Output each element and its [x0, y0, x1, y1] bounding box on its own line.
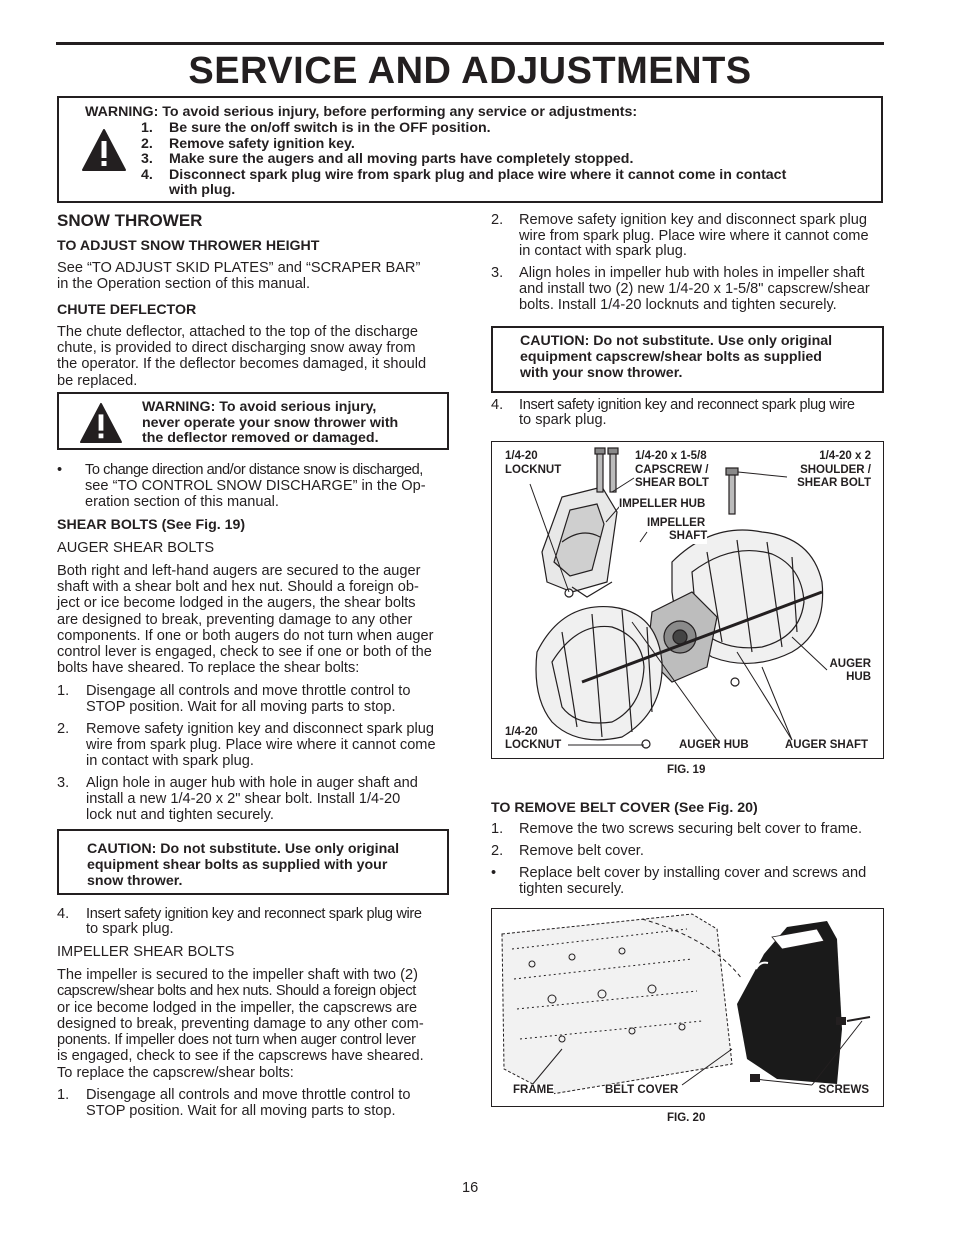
top-warning-num-2: 2.	[141, 136, 153, 152]
auger-step-2-num: 2.	[57, 721, 70, 737]
auger-step-2-line-2: wire from spark plug. Place wire where it cannot come	[86, 737, 436, 753]
fig19-label-impeller-shaft-2: SHAFT	[669, 530, 708, 542]
auger-caution-line-1: CAUTION: Do not substitute. Use only original	[87, 841, 400, 857]
chute-line-1: The chute deflector, attached to the top of the discharge	[57, 324, 419, 340]
fig20-caption: FIG. 20	[667, 1112, 706, 1124]
belt-step-2-num: 2.	[491, 843, 504, 859]
auger-caution-line-2: equipment shear bolts as supplied with your	[87, 857, 388, 873]
warning-triangle-icon	[81, 128, 127, 172]
belt-step-1-num: 1.	[491, 821, 504, 837]
chute-warning-box	[57, 392, 449, 450]
top-warning-text-2: Remove safety ignition key.	[169, 136, 355, 152]
impeller-step-4-num: 4.	[491, 397, 504, 413]
fig19-label-locknut-top-1: 1/4-20	[505, 450, 538, 462]
fig19-label-shoulder-2: SHOULDER /	[800, 464, 871, 476]
impeller-para-line-3: or ice become lodged in the impeller, the capscrews are	[57, 1000, 418, 1016]
auger-step-4-line-1: Insert safety ignition key and reconnect spark plug wire	[86, 906, 422, 922]
top-warning-num-1: 1.	[141, 120, 153, 136]
chute-warning-line-2: never operate your snow thrower with	[142, 415, 399, 431]
top-warning-box	[57, 96, 883, 203]
impeller-caution-line-1: CAUTION: Do not substitute. Use only original	[520, 333, 833, 349]
fig19-label-shoulder-1: 1/4-20 x 2	[819, 450, 871, 462]
auger-para-line-4: are designed to break, preventing damage to any other	[57, 612, 413, 628]
auger-para-line-5: components. If one or both augers do not turn when auger	[57, 628, 434, 644]
fig19-label-capscrew-1: 1/4-20 x 1-5/8	[635, 450, 707, 462]
fig19-label-locknut-bottom-2: LOCKNUT	[505, 739, 562, 751]
impeller-step-2-line-1: Remove safety ignition key and disconnect spark plug	[519, 212, 868, 228]
impeller-shear-subheading: IMPELLER SHEAR BOLTS	[57, 944, 235, 960]
bullet-line-1: To change direction and/or distance snow is discharged,	[85, 462, 423, 478]
bullet-line-2: see “TO CONTROL SNOW DISCHARGE” in the Op-	[85, 478, 426, 494]
impeller-caution-line-3: with your snow thrower.	[520, 365, 683, 381]
fig20-label-belt-cover: BELT COVER	[605, 1084, 679, 1096]
adjust-height-line-1: See “TO ADJUST SKID PLATES” and “SCRAPER BAR”	[57, 260, 421, 276]
auger-step-2-line-3: in contact with spark plug.	[86, 753, 254, 769]
bullet-symbol: •	[57, 462, 63, 478]
auger-step-1-line-1: Disengage all controls and move throttle control to	[86, 683, 411, 699]
top-warning-text-1: Be sure the on/off switch is in the OFF position.	[169, 120, 491, 136]
auger-step-1-num: 1.	[57, 683, 70, 699]
heading-adjust-height: TO ADJUST SNOW THROWER HEIGHT	[57, 238, 320, 254]
top-warning-text-4b: with plug.	[169, 182, 236, 198]
impeller-step-3-line-2: and install two (2) new 1/4-20 x 1-5/8" capscrew/shear	[519, 281, 870, 297]
heading-chute-deflector: CHUTE DEFLECTOR	[57, 302, 197, 318]
top-warning-text-4: Disconnect spark plug wire from spark plug and place wire where it cannot come in contact	[169, 167, 787, 183]
auger-step-4-num: 4.	[57, 906, 70, 922]
impeller-step-1-line-1: Disengage all controls and move throttle control to	[86, 1087, 411, 1103]
impeller-step-3-num: 3.	[491, 265, 504, 281]
auger-step-3-line-3: lock nut and tighten securely.	[86, 807, 274, 823]
fig19-label-auger-shaft: AUGER SHAFT	[785, 739, 869, 751]
chute-line-4: be replaced.	[57, 373, 138, 389]
fig19-label-capscrew-2: CAPSCREW /	[635, 464, 709, 476]
belt-bullet-line-1: Replace belt cover by installing cover and screws and	[519, 865, 867, 881]
figure-19	[491, 441, 884, 759]
impeller-step-1-num: 1.	[57, 1087, 70, 1103]
top-warning-num-3: 3.	[141, 151, 153, 167]
top-warning-lead: WARNING: To avoid serious injury, before performing any service or adjustments:	[85, 104, 638, 120]
heading-remove-belt-cover: TO REMOVE BELT COVER (See Fig. 20)	[491, 800, 758, 816]
fig19-label-capscrew-3: SHEAR BOLT	[635, 477, 709, 489]
impeller-caution-line-2: equipment capscrew/shear bolts as supplied	[520, 349, 822, 365]
belt-step-2-line-1: Remove belt cover.	[519, 843, 644, 859]
top-warning-text-3: Make sure the augers and all moving parts have completely stopped.	[169, 151, 634, 167]
figure-20	[491, 908, 884, 1107]
auger-caution-line-3: snow thrower.	[87, 873, 183, 889]
fig19-label-auger-hub-right-1: AUGER	[829, 658, 871, 670]
impeller-caution-box	[491, 326, 884, 393]
impeller-step-3-line-1: Align holes in impeller hub with holes in impeller shaft	[519, 265, 865, 281]
belt-cover-illustration	[492, 909, 884, 1107]
page-number: 16	[462, 1180, 479, 1196]
fig20-label-screws: SCREWS	[818, 1084, 869, 1096]
header-rule	[56, 42, 884, 45]
section-title-snow-thrower: SNOW THROWER	[57, 211, 203, 230]
fig19-label-shoulder-3: SHEAR BOLT	[797, 477, 871, 489]
fig19-label-impeller-hub: IMPELLER HUB	[619, 498, 706, 510]
auger-para-line-6: control lever is engaged, check to see if one or both of the	[57, 644, 432, 660]
fig19-label-impeller-shaft-1: IMPELLER	[647, 517, 706, 529]
fig19-label-locknut-bottom-1: 1/4-20	[505, 726, 538, 738]
auger-step-1-line-2: STOP position. Wait for all moving parts to stop.	[86, 699, 396, 715]
impeller-step-2-num: 2.	[491, 212, 504, 228]
warning-triangle-icon	[79, 402, 123, 444]
bullet-line-3: eration section of this manual.	[85, 494, 279, 510]
belt-bullet-sym: •	[491, 865, 497, 881]
auger-step-3-line-1: Align hole in auger hub with hole in auger shaft and	[86, 775, 418, 791]
heading-shear-bolts: SHEAR BOLTS (See Fig. 19)	[57, 517, 246, 533]
fig19-label-auger-hub-right-2: HUB	[846, 671, 871, 683]
fig20-label-frame: FRAME	[513, 1084, 554, 1096]
chute-warning-line-1: WARNING: To avoid serious injury,	[142, 399, 377, 415]
auger-para-line-7: bolts have sheared. To replace the shear bolts:	[57, 660, 360, 676]
auger-para-line-3: ject or ice become lodged in the augers, the shear bolts	[57, 595, 416, 611]
auger-step-2-line-1: Remove safety ignition key and disconnect spark plug	[86, 721, 435, 737]
page-title: SERVICE AND ADJUSTMENTS	[188, 50, 752, 92]
auger-caution-box	[57, 829, 449, 895]
auger-step-4-line-2: to spark plug.	[86, 921, 174, 937]
impeller-step-2-line-2: wire from spark plug. Place wire where it cannot come	[519, 228, 869, 244]
impeller-step-2-line-3: in contact with spark plug.	[519, 243, 687, 259]
auger-shear-subheading: AUGER SHEAR BOLTS	[57, 540, 215, 556]
impeller-step-4-line-2: to spark plug.	[519, 412, 607, 428]
impeller-para-line-2: capscrew/shear bolts and hex nuts. Should a foreign object	[57, 983, 416, 999]
impeller-para-line-1: The impeller is secured to the impeller shaft with two (2)	[57, 967, 418, 983]
chute-line-3: the operator. If the deflector becomes damaged, it should	[57, 356, 427, 372]
fig19-label-locknut-top-2: LOCKNUT	[505, 464, 562, 476]
impeller-para-line-4: designed to break, preventing damage to any other com-	[57, 1016, 424, 1032]
auger-step-3-line-2: install a new 1/4-20 x 2" shear bolt. Install 1/4-20	[86, 791, 401, 807]
auger-step-3-num: 3.	[57, 775, 70, 791]
fig19-caption: FIG. 19	[667, 764, 706, 776]
impeller-step-4-line-1: Insert safety ignition key and reconnect spark plug wire	[519, 397, 855, 413]
impeller-para-line-6: is engaged, check to see if the capscrews have sheared.	[57, 1048, 424, 1064]
top-warning-num-4: 4.	[141, 167, 153, 183]
auger-para-line-2: shaft with a shear bolt and hex nut. Should a foreign ob-	[57, 579, 419, 595]
chute-warning-line-3: the deflector removed or damaged.	[142, 430, 379, 446]
fig19-label-auger-hub: AUGER HUB	[679, 739, 749, 751]
impeller-para-line-5: ponents. If impeller does not turn when auger control lever	[57, 1032, 416, 1048]
impeller-para-line-7: To replace the capscrew/shear bolts:	[57, 1065, 294, 1081]
impeller-step-1-line-2: STOP position. Wait for all moving parts to stop.	[86, 1103, 396, 1119]
auger-para-line-1: Both right and left-hand augers are secured to the auger	[57, 563, 421, 579]
belt-bullet-line-2: tighten securely.	[519, 881, 625, 897]
belt-step-1-line-1: Remove the two screws securing belt cover to frame.	[519, 821, 863, 837]
impeller-step-3-line-3: bolts. Install 1/4-20 locknuts and tighten securely.	[519, 297, 837, 313]
chute-line-2: chute, is provided to direct discharging snow away from	[57, 340, 416, 356]
adjust-height-line-2: in the Operation section of this manual.	[57, 276, 311, 292]
